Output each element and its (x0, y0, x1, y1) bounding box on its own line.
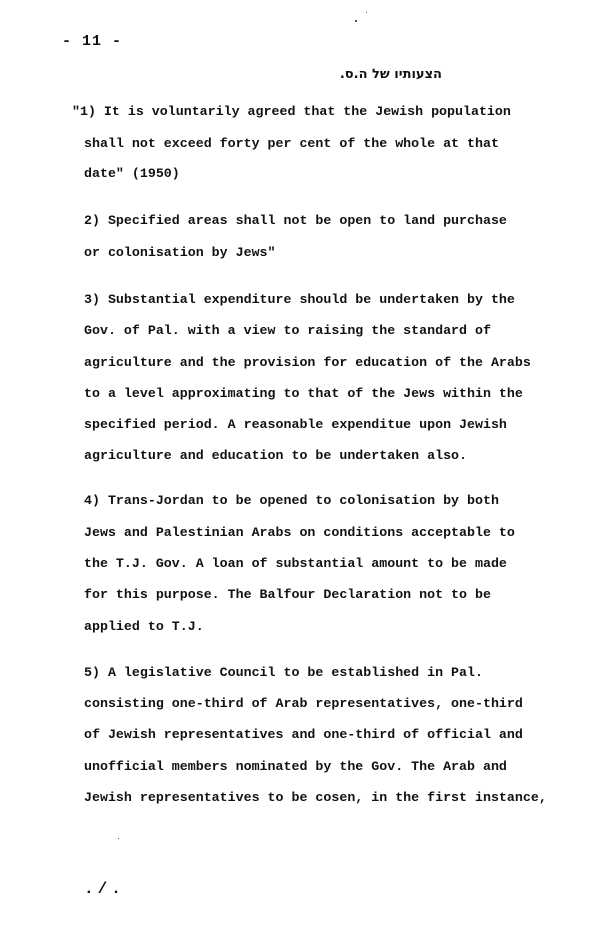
paragraph-4-line-5: applied to T.J. (84, 619, 204, 634)
hebrew-heading: הצעותיו של ה.ס. (339, 67, 442, 82)
paragraph-2-line-2: or colonisation by Jews" (84, 245, 276, 260)
scan-speck (118, 838, 119, 839)
paragraph-3-line-4: to a level approximating to that of the Jews within the (84, 386, 523, 401)
paragraph-3-line-1: 3) Substantial expenditure should be undertaken by the (84, 292, 515, 307)
paragraph-2-line-1: 2) Specified areas shall not be open to land purchase (84, 213, 507, 228)
paragraph-1-line-3: date" (1950) (84, 166, 180, 181)
paragraph-5-line-4: unofficial members nominated by the Gov. The Arab and (84, 759, 507, 774)
paragraph-5-line-2: consisting one-third of Arab representatives, one-third (84, 696, 523, 711)
paragraph-3-line-5: specified period. A reasonable expenditue upon Jewish (84, 417, 507, 432)
paragraph-4-line-1: 4) Trans-Jordan to be opened to colonisation by both (84, 493, 499, 508)
paragraph-5-line-3: of Jewish representatives and one-third of official and (84, 727, 523, 742)
paragraph-5-line-1: 5) A legislative Council to be established in Pal. (84, 665, 483, 680)
paragraph-3-line-6: agriculture and education to be undertaken also. (84, 448, 468, 463)
paragraph-1-line-2: shall not exceed forty per cent of the whole at that (84, 136, 499, 151)
paragraph-1-line-1: "1) It is voluntarily agreed that the Jewish population (72, 104, 511, 119)
paragraph-4-line-4: for this purpose. The Balfour Declaration not to be (84, 587, 491, 602)
paragraph-4-line-2: Jews and Palestinian Arabs on conditions acceptable to (84, 525, 515, 540)
paragraph-3-line-2: Gov. of Pal. with a view to raising the standard of (84, 323, 491, 338)
paragraph-4-line-3: the T.J. Gov. A loan of substantial amount to be made (84, 556, 507, 571)
paragraph-3-line-3: agriculture and the provision for education of the Arabs (84, 355, 531, 370)
scan-speck (355, 20, 357, 22)
paragraph-5-line-5: Jewish representatives to be cosen, in the first instance, (84, 790, 547, 805)
continuation-mark: ./. (84, 880, 125, 898)
scan-speck (366, 12, 367, 13)
page-number: - 11 - (62, 33, 123, 50)
